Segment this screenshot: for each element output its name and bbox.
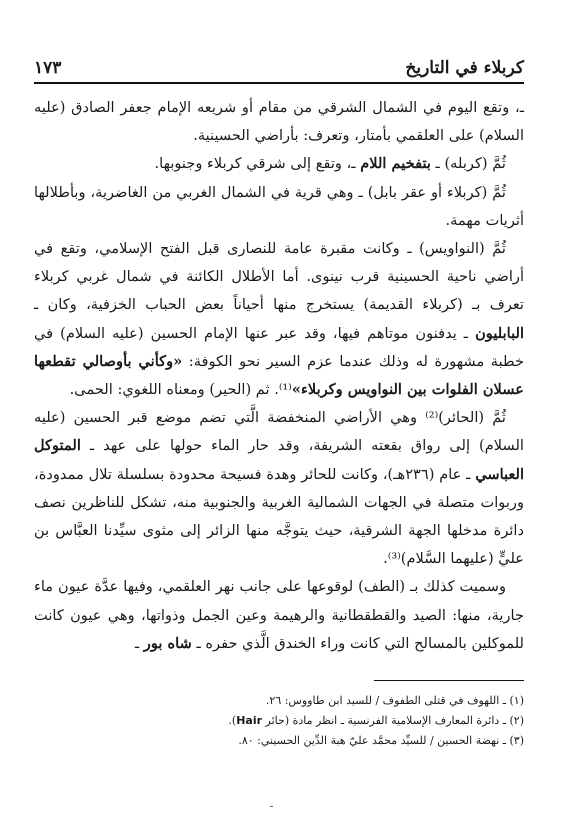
emphasized-text: المتوكل العباسي (34, 437, 525, 483)
page-number: ١٧٣ (34, 58, 62, 78)
footnote: (١) ـ اللهوف في قتلى الطفوف / للسيد ابن طاووس: ٢٦. (265, 694, 524, 708)
emphasized-text: البابليون (475, 324, 524, 342)
emphasized-text: «وكأني بأوصالي تقطعها عسلان الفلوات بين النواويس وكربلاء» (34, 352, 524, 399)
book-page (34, 56, 524, 784)
paragraph (34, 94, 524, 150)
text-run: ثُمَّ (كربلاء أو عقر بابل) ـ وهي قرية في الشمال الغربي من الغاضرية، وبأطلالها أثريات مهمة. (34, 183, 524, 229)
paragraph (34, 150, 524, 178)
text-run: ثُمَّ (كربله) ـ (430, 155, 506, 173)
paragraph (34, 573, 524, 658)
running-title: كربلاء في التاريخ (405, 58, 524, 78)
emphasized-text: شاه بور (143, 634, 192, 652)
text-run: ـ، وتقع إلى شرقي كربلاء وجنوبها. (154, 155, 361, 173)
paragraph (34, 404, 524, 573)
footnote-divider (374, 680, 524, 681)
text-run: ـ، وتقع اليوم في الشمال الشرقي من مقام أو شريعه الإمام جعفر الصادق (عليه السلام) على العلقمي بأمتار، وتعرف: بأراضي الحسينية. (34, 99, 524, 145)
paragraph (34, 179, 524, 235)
footnote: (٣) ـ نهضة الحسين / للسيِّد محمَّد عليّ هبة الدِّين الحسيني: ٨٠. (238, 734, 524, 748)
paragraph (34, 235, 524, 404)
emphasized-text: بتفخيم اللام (360, 155, 431, 173)
footnotes (34, 691, 524, 751)
main-text (34, 94, 524, 658)
text-run: ⁽¹⁾. ثم (الحير) ومعناه اللغوي: الحمى. (69, 381, 292, 399)
running-header (34, 56, 524, 84)
text-run: ـ (134, 634, 144, 652)
printer-mark (270, 806, 273, 807)
text-run: ثُمَّ (الحائر)⁽²⁾ وهي الأراضي المنخفضة الَّتي تضم موضع قبر الحسين (عليه السلام) إلى رواق بقعته الشريفة، وقد حار الماء حولها على عهد ـ (34, 409, 524, 455)
text-run: وسميت كذلك بـ (الطف) لوقوعها على جانب نهر العلقمي، وفيها عدَّة عيون ماء جارية، منها: الصيد والقطقطانية والرهيمة وعين الجمل وذواتها، وهي عيون كانت للموكلين بالمسالح التي كانت وراء الخندق الَّذي حفره ـ (34, 578, 524, 652)
text-run: ـ يدفنون موتاهم فيها، وقد عبر عنها الإمام الحسين (عليه السلام) في خطبة مشهورة له وذلك عندما عزم السير نحو الكوفة: (34, 324, 524, 370)
text-run: ـ عام (٢٣٦هـ)، وكانت للحائر وهدة فسيحة محدودة بسلسلة تلال ممدودة، وربوات متصلة في الجهات الشمالية الغربية والجنوبية منه، تشكل للناظرين نصف دائرة مدخلها الجهة الشرقية، حيث يتوجَّه منها الزائر إلى مثوى سيِّدنا العبَّاس بن عليٍّ (عليهما السَّلام)⁽³⁾. (34, 465, 524, 568)
footnote: (٢) ـ دائرة المعارف الإسلامية الفرنسية ـ انظر مادة (حائر Hair). (228, 714, 524, 728)
text-run: ثُمَّ (النواويس) ـ وكانت مقبرة عامة للنصارى قبل الفتح الإسلامي، وتقع في أراضي ناحية الحسينية قرب نينوى. أما الأطلال الكائنة في شمال غربي كربلاء تعرف بـ (كربلاء القديمة) يستخرج منها أحياناً بعض الحباب الخزفية، وكان ـ (34, 240, 524, 314)
